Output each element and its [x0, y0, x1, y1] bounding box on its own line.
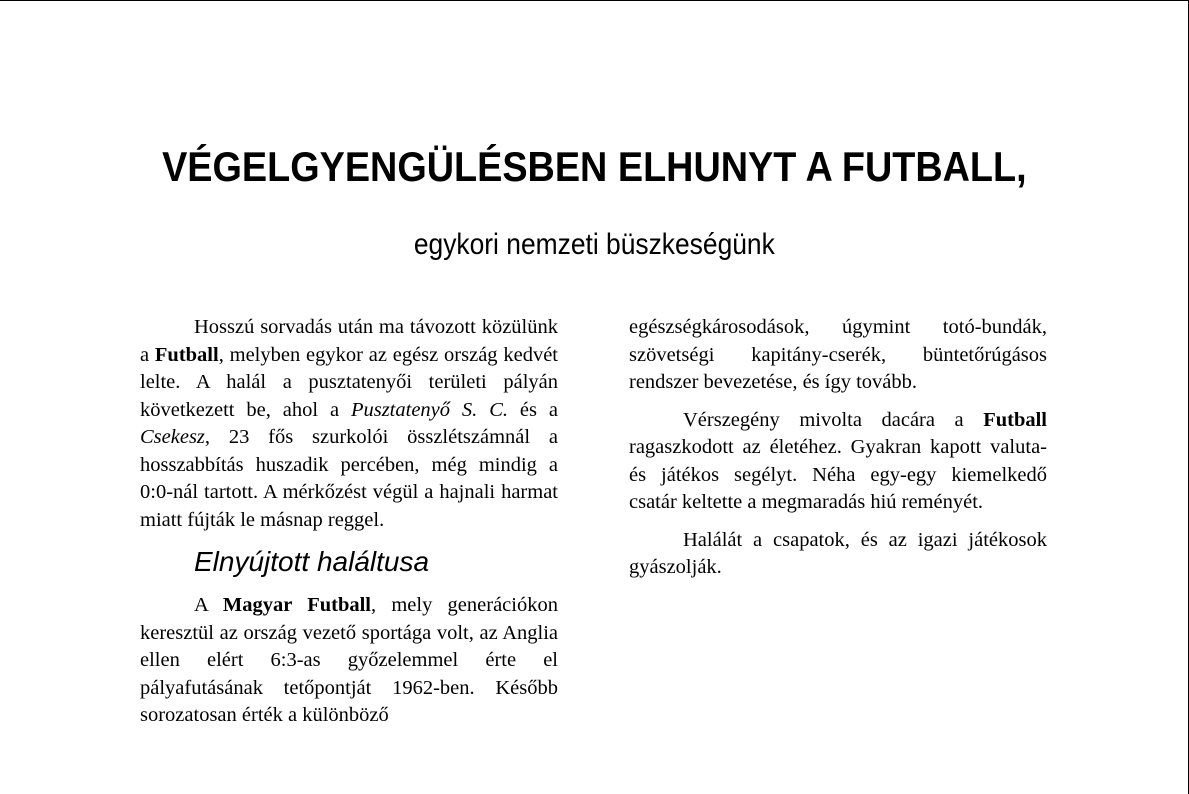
text-run: Vérszegény mivolta dacára a [683, 408, 984, 431]
section-heading: Elnyújtott haláltusa [194, 546, 430, 577]
text-run: ragaszkodott az életéhez. Gyakran kapott valuta- és játékos segélyt. Néha egy-egy kiemelkedő csatár keltette a megmaradás hiú reményét. [629, 436, 1047, 513]
text-run: Halálát a csapatok, és az igazi játékosok gyászolják. [629, 528, 1047, 578]
paragraph-intro [140, 314, 558, 534]
text-run: és a [508, 398, 558, 421]
paragraph-struggle [629, 407, 1047, 517]
paragraph-mourning [629, 527, 1047, 582]
text-run: A [194, 594, 223, 616]
bold-term: Magyar Futball [222, 594, 371, 616]
text-run: , mely generációkon keresztül az ország vezető sportága volt, az Anglia ellen elért 6:3-as győzelemmel érte el pályafutásának tetőpontját 1962-ben. Később sorozatosan érték a különböző [140, 594, 558, 726]
article-subtitle: egykori nemzeti büszkeségünk [413, 228, 775, 261]
left-column [140, 314, 558, 730]
right-column [629, 314, 1047, 582]
paragraph-history-continued: egészségkárosodások, úgymint totó-bundák, szövetségi kapitány-cserék, büntetőrúgásos rendszer bevezetése, és így tovább. [629, 316, 1047, 393]
team-name: Pusztatenyő S. C. [350, 398, 508, 421]
text-run: Hosszú sorvadás után ma távozott közülünk a [140, 316, 558, 366]
paragraph-history [140, 592, 558, 730]
text-run: , 23 fős szurkolói összlétszámnál a hosszabbítás huszadik percében, még mindig a 0:0-nál tartott. A mérkőzést végül a hajnali harmat miatt fújták le másnap reggel. [140, 426, 558, 531]
bold-term: Futball [154, 343, 219, 366]
bold-term: Futball [983, 408, 1047, 431]
text-run: , melyben egykor az egész ország kedvét lelte. A halál a pusztatenyői területi pályán következett be, ahol a [140, 343, 558, 421]
team-name: Csekesz [140, 426, 205, 448]
article-title: VÉGELGYENGÜLÉSBEN ELHUNYT A FUTBALL, [162, 143, 1027, 190]
